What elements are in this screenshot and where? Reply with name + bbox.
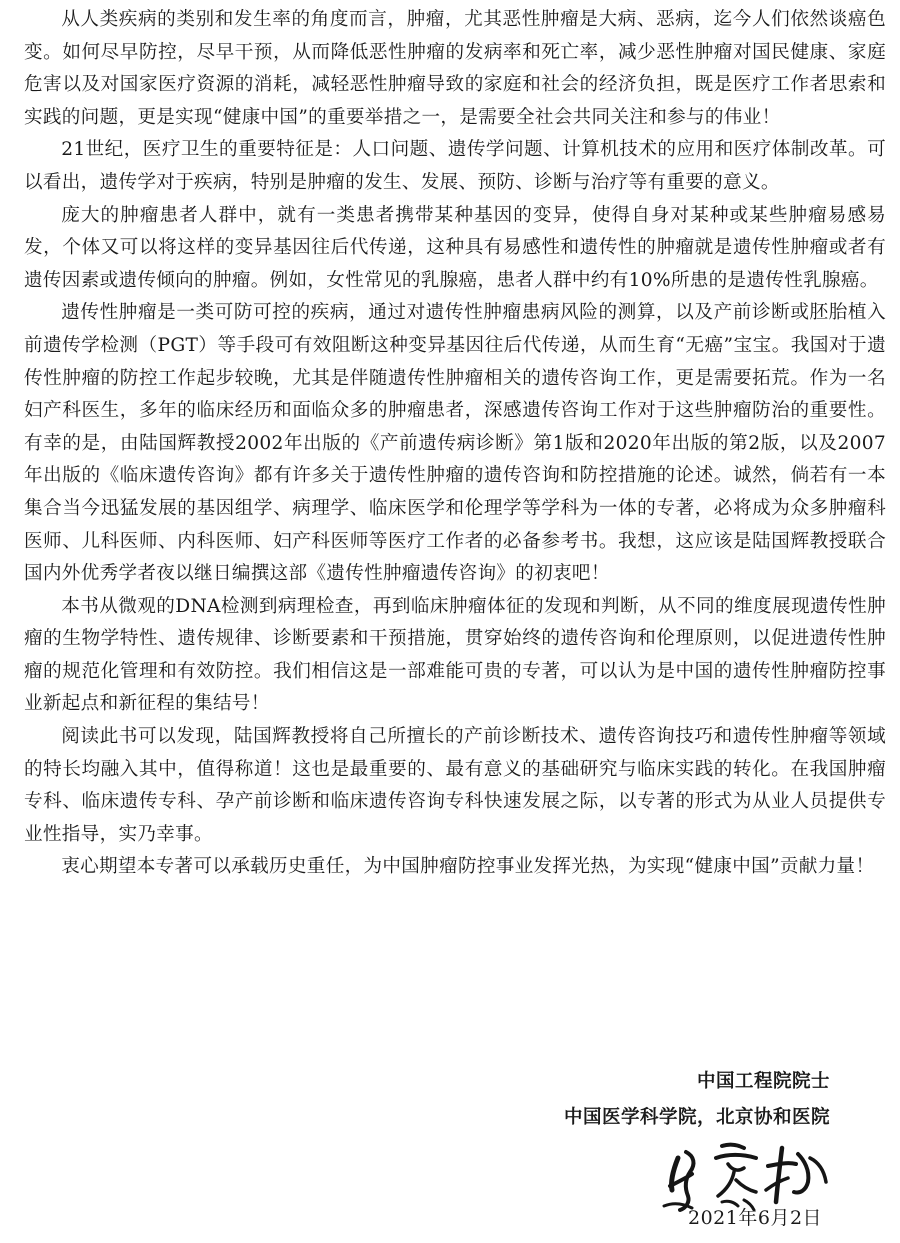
paragraph-1: 从人类疾病的类别和发生率的角度而言，肿瘤，尤其恶性肿瘤是大病、恶病，迄今人们依然谈癌色变。如何尽早防控，尽早干预，从而降低恶性肿瘤的发病率和死亡率，减少恶性肿瘤对国民健康、家庭危害以及对国家医疗资源的消耗，减轻恶性肿瘤导致的家庭和社会的经济负担，既是医疗工作者思索和实践的问题，更是实现“健康中国”的重要举措之一，是需要全社会共同关注和参与的伟业！	[24, 9, 886, 128]
paragraph-5: 本书从微观的DNA检测到病理检查，再到临床肿瘤体征的发现和判断，从不同的维度展现遗传性肿瘤的生物学特性、遗传规律、诊断要素和干预措施，贯穿始终的遗传咨询和伦理原则，以促进遗传性肿瘤的规范化管理和有效防控。我们相信这是一部难能可贵的专著，可以认为是中国的遗传性肿瘤防控事业新起点和新征程的集结号！	[24, 595, 886, 715]
paragraph-7: 衷心期望本专著可以承载历史重任，为中国肿瘤防控事业发挥光热，为实现“健康中国”贡献力量！	[61, 856, 875, 878]
preface-body	[24, 4, 886, 884]
paragraph-4: 遗传性肿瘤是一类可防可控的疾病，通过对遗传性肿瘤患病风险的测算，以及产前诊断或胚胎植入前遗传学检测（PGT）等手段可有效阻断这种变异基因往后代传递，从而生育“无癌”宝宝。我国对于遗传性肿瘤的防控工作起步较晚，尤其是伴随遗传性肿瘤相关的遗传咨询工作，更是需要拓荒。作为一名妇产科医生，多年的临床经历和面临众多的肿瘤患者，深感遗传咨询工作对于这些肿瘤防治的重要性。有幸的是，由陆国辉教授2002年出版的《产前遗传病诊断》第1版和2020年出版的第2版，以及2007年出版的《临床遗传咨询》都有许多关于遗传性肿瘤的遗传咨询和防控措施的论述。诚然，倘若有一本集合当今迅猛发展的基因组学、病理学、临床医学和伦理学等学科为一体的专著，必将成为众多肿瘤科医师、儿科医师、内科医师、妇产科医师等医疗工作者的必备参考书。我想，这应该是陆国辉教授联合国内外优秀学者夜以继日编撰这部《遗传性肿瘤遗传咨询》的初衷吧！	[24, 302, 886, 585]
signature-date: 2021年6月2日	[688, 1207, 823, 1229]
paragraph-6: 阅读此书可以发现，陆国辉教授将自己所擅长的产前诊断技术、遗传咨询技巧和遗传性肿瘤等领域的特长均融入其中，值得称道！这也是最重要的、最有意义的基础研究与临床实践的转化。在我国肿瘤专科、临床遗传专科、孕产前诊断和临床遗传咨询专科快速发展之际，以专著的形式为从业人员提供专业性指导，实乃幸事。	[24, 726, 886, 845]
paragraph-2: 21世纪，医疗卫生的重要特征是：人口问题、遗传学问题、计算机技术的应用和医疗体制改革。可以看出，遗传学对于疾病，特别是肿瘤的发生、发展、预防、诊断与治疗等有重要的意义。	[24, 139, 886, 193]
author-affiliation: 中国医学科学院，北京协和医院	[563, 1107, 830, 1128]
signature-block	[564, 1064, 830, 1136]
author-title: 中国工程院院士	[696, 1071, 830, 1092]
handwritten-signature	[648, 1128, 838, 1214]
paragraph-3: 庞大的肿瘤患者人群中，就有一类患者携带某种基因的变异，使得自身对某种或某些肿瘤易感易发，个体又可以将这样的变异基因往后代传递，这种具有易感性和遗传性的肿瘤就是遗传性肿瘤或者有遗传因素或遗传倾向的肿瘤。例如，女性常见的乳腺癌，患者人群中约有10%所患的是遗传性乳腺癌。	[24, 204, 886, 291]
